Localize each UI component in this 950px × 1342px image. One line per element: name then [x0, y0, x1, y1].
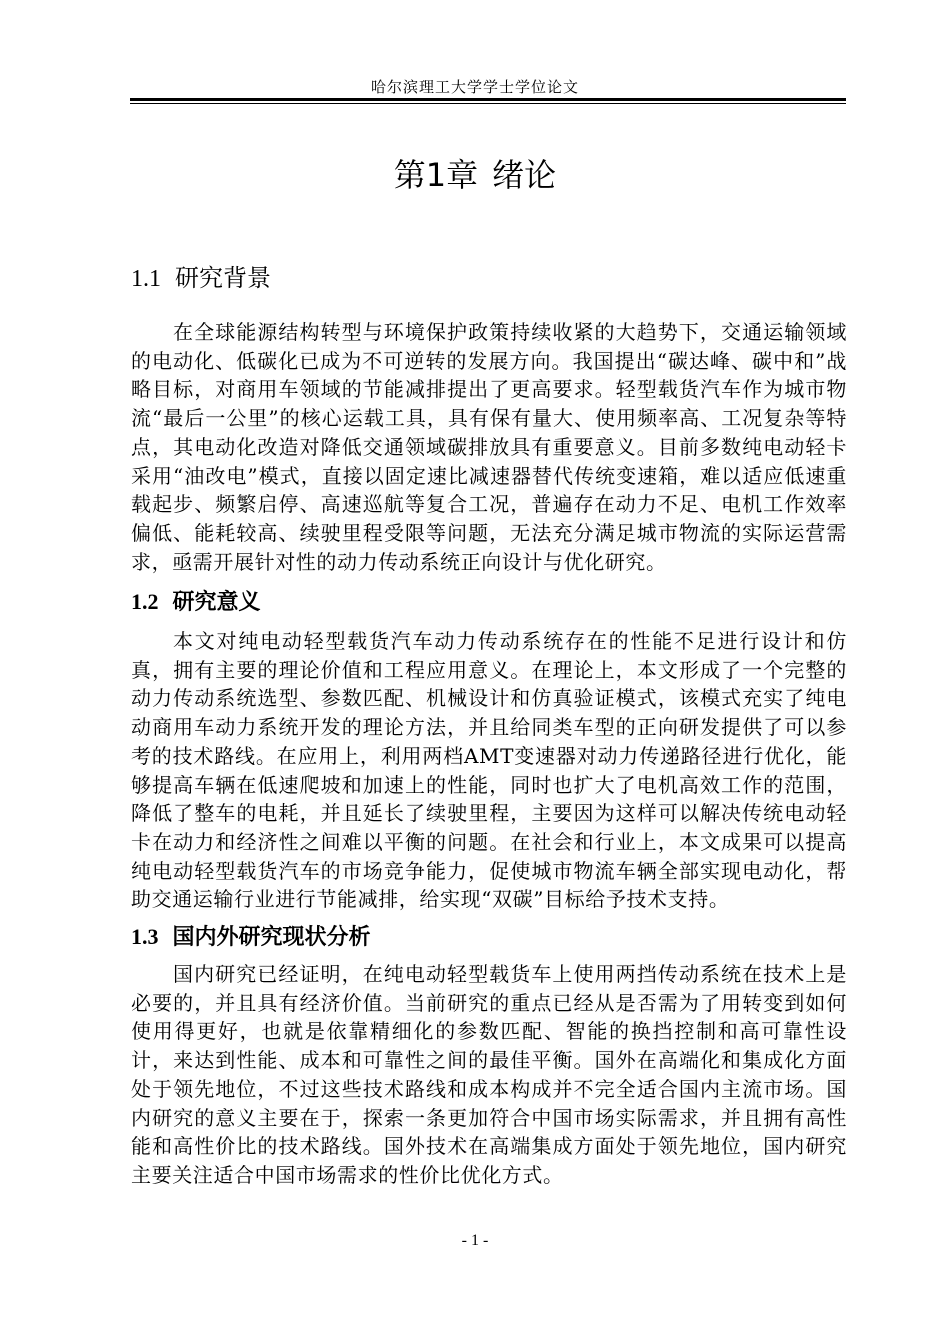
- section-title: 研究背景: [175, 264, 271, 292]
- section-paragraph-1-1: 在全球能源结构转型与环境保护政策持续收紧的大趋势下，交通运输领域的电动化、低碳化已成为不可逆转的发展方向。我国提出“碳达峰、碳中和”战略目标，对商用车领域的节能减排提出了更高要求。轻型载货汽车作为城市物流“最后一公里”的核心运载工具，具有保有量大、使用频率高、工况复杂等特点，其电动化改造对降低交通领域碳排放具有重要意义。目前多数纯电动轻卡采用“油改电”模式，直接以固定速比减速器替代传统变速箱，难以适应低速重载起步、频繁启停、高速巡航等复合工况，普遍存在动力不足、电机工作效率偏低、能耗较高、续驶里程受限等问题，无法充分满足城市物流的实际运营需求，亟需开展针对性的动力传动系统正向设计与优化研究。: [131, 320, 847, 574]
- page-number: - 1 -: [461, 1232, 489, 1249]
- section-heading-1-3: [131, 920, 371, 951]
- section-number: 1.2: [131, 589, 159, 614]
- chapter-name: 绪论: [492, 156, 557, 194]
- section-number: 1.3: [131, 924, 159, 949]
- chapter-number: 第1章: [393, 156, 479, 194]
- section-heading-1-1: [131, 258, 271, 293]
- running-header: 哈尔滨理工大学学士学位论文: [370, 78, 579, 96]
- section-title: 国内外研究现状分析: [172, 925, 371, 950]
- section-number: 1.1: [131, 266, 161, 292]
- header-rule: [130, 98, 846, 104]
- chapter-title: [0, 150, 950, 196]
- section-heading-1-2: [131, 585, 261, 616]
- section-paragraph-1-2: 本文对纯电动轻型载货汽车动力传动系统存在的性能不足进行设计和仿真，拥有主要的理论价值和工程应用意义。在理论上，本文形成了一个完整的动力传动系统选型、参数匹配、机械设计和仿真验证模式，该模式充实了纯电动商用车动力系统开发的理论方法，并且给同类车型的正向研发提供了可以参考的技术路线。在应用上，利用两档AMT变速器对动力传递路径进行优化，能够提高车辆在低速爬坡和加速上的性能，同时也扩大了电机高效工作的范围，降低了整车的电耗，并且延长了续驶里程，主要因为这样可以解决传统电动轻卡在动力和经济性之间难以平衡的问题。在社会和行业上，本文成果可以提高纯电动轻型载货汽车的市场竞争能力，促使城市物流车辆全部实现电动化，帮助交通运输行业进行节能减排，给实现“双碳”目标给予技术支持。: [131, 629, 847, 912]
- section-title: 研究意义: [172, 590, 261, 615]
- section-paragraph-1-3: 国内研究已经证明，在纯电动轻型载货车上使用两挡传动系统在技术上是必要的，并且具有经济价值。当前研究的重点已经从是否需为了用转变到如何使用得更好，也就是依靠精细化的参数匹配、智能的换挡控制和高可靠性设计，来达到性能、成本和可靠性之间的最佳平衡。国外在高端化和集成化方面处于领先地位，不过这些技术路线和成本构成并不完全适合国内主流市场。国内研究的意义主要在于，探索一条更加符合中国市场实际需求，并且拥有高性能和高性价比的技术路线。国外技术在高端集成方面处于领先地位，国内研究主要关注适合中国市场需求的性价比优化方式。: [131, 962, 847, 1187]
